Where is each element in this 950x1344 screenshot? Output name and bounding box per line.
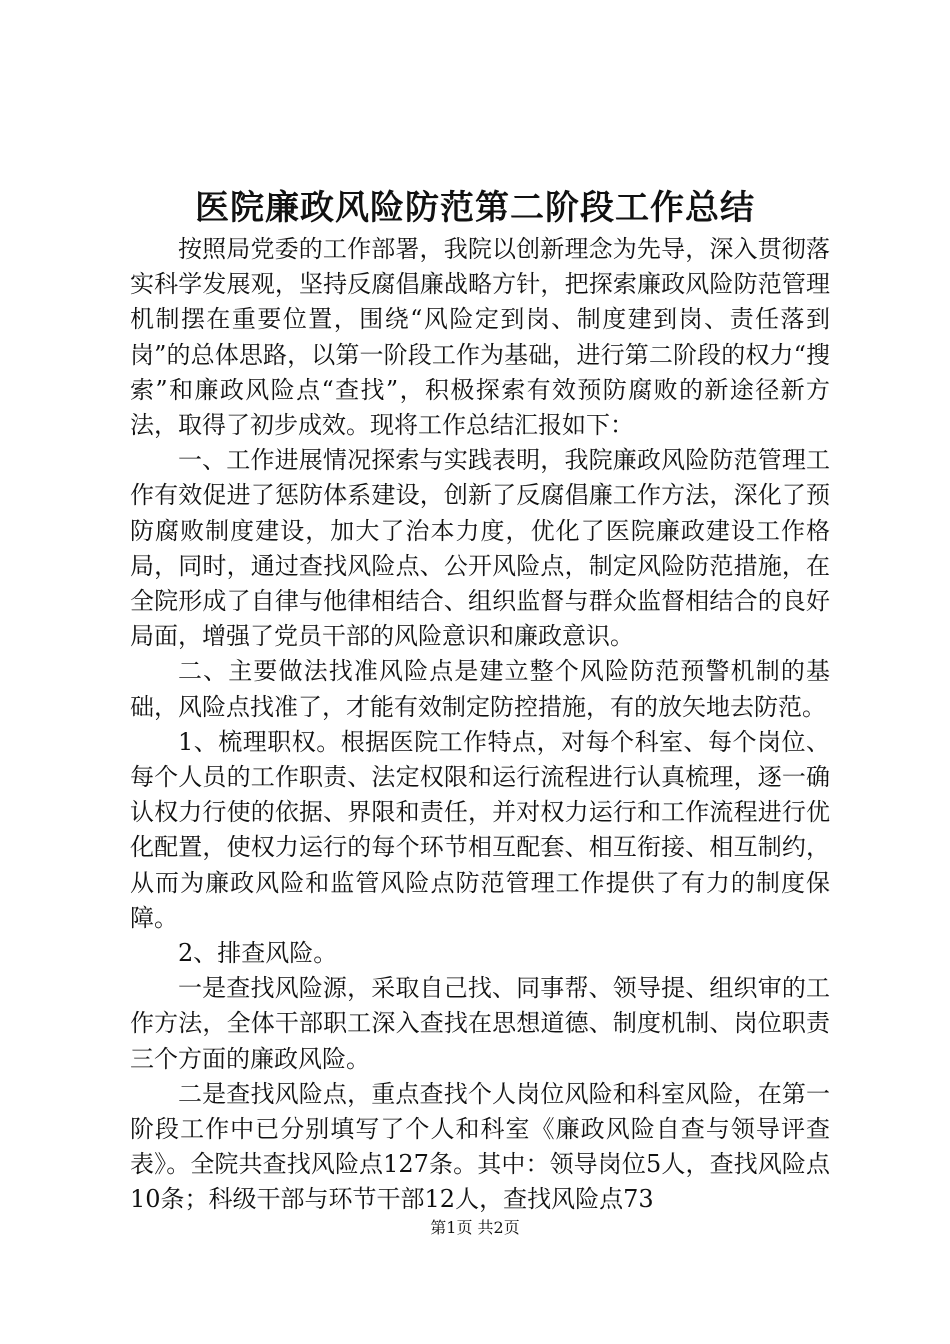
document-title: 医院廉政风险防范第二阶段工作总结 [195, 188, 755, 228]
paragraph-intro: 按照局党委的工作部署，我院以创新理念为先导，深入贯彻落实科学发展观，坚持反腐倡廉战略方针，把探索廉政风险防范管理机制摆在重要位置，围绕“风险定到岗、制度建到岗、责任落到岗”的总体思路，以第一阶段工作为基础，进行第二阶段的权力“搜索”和廉政风险点“查找”，积极探索有效预防腐败的新途径新方法，取得了初步成效。现将工作总结汇报如下： [130, 235, 830, 440]
paragraph-risk-source: 一是查找风险源，采取自己找、同事帮、领导提、组织审的工作方法，全体干部职工深入查找在思想道德、制度机制、岗位职责三个方面的廉政风险。 [130, 974, 830, 1073]
paragraph-section-2: 二、主要做法找准风险点是建立整个风险防范预警机制的基础，风险点找准了，才能有效制定防控措施，有的放矢地去防范。 [130, 657, 830, 721]
paragraph-item-2: 2、排查风险。 [178, 939, 338, 968]
page-number-footer: 第1页 共2页 [430, 1218, 520, 1237]
paragraph-section-1: 一、工作进展情况探索与实践表明，我院廉政风险防范管理工作有效促进了惩防体系建设，创新了反腐倡廉工作方法，深化了预防腐败制度建设，加大了治本力度，优化了医院廉政建设工作格局，同时，通过查找风险点、公开风险点，制定风险防范措施，在全院形成了自律与他律相结合、组织监督与群众监督相结合的良好局面，增强了党员干部的风险意识和廉政意识。 [130, 446, 830, 651]
document-body [130, 232, 830, 1218]
paragraph-item-1: 1、梳理职权。根据医院工作特点，对每个科室、每个岗位、每个人员的工作职责、法定权限和运行流程进行认真梳理，逐一确认权力行使的依据、界限和责任，并对权力运行和工作流程进行优化配置，使权力运行的每个环节相互配套、相互衔接、相互制约，从而为廉政风险和监管风险点防范管理工作提供了有力的制度保障。 [130, 727, 830, 932]
paragraph-risk-point: 二是查找风险点，重点查找个人岗位风险和科室风险，在第一阶段工作中已分别填写了个人和科室《廉政风险自查与领导评查表》。全院共查找风险点127条。其中：领导岗位5人，查找风险点10条；科级干部与环节干部12人，查找风险点73 [130, 1079, 830, 1214]
